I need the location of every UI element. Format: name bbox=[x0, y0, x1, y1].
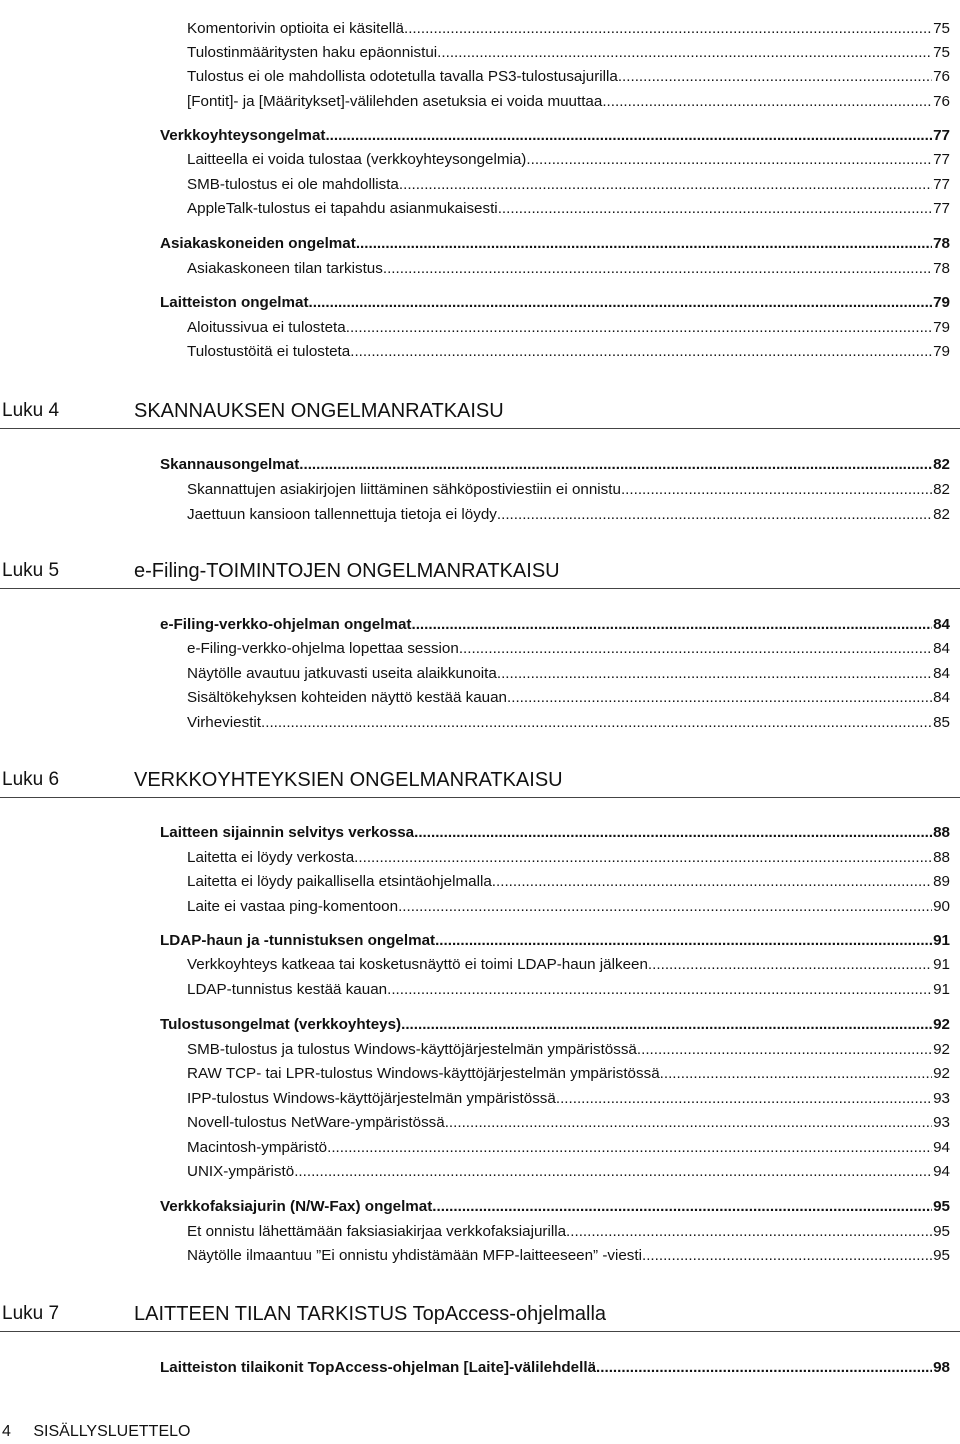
toc-subsection-entry[interactable] bbox=[187, 1138, 950, 1158]
toc-entry-page: 76 bbox=[933, 93, 950, 110]
toc-dot-leader bbox=[391, 980, 932, 1000]
toc-entry-page: 79 bbox=[933, 294, 950, 311]
toc-subsection-entry[interactable] bbox=[187, 1089, 950, 1109]
toc-entry-page: 75 bbox=[933, 44, 950, 61]
page-footer bbox=[2, 1422, 190, 1442]
toc-entry-title: Skannattujen asiakirjojen liittäminen sähköpostiviestiin ei onnistu bbox=[187, 481, 621, 498]
toc-entry-page: 77 bbox=[933, 127, 950, 144]
toc-section-entry[interactable] bbox=[160, 126, 950, 146]
toc-subsection-entry[interactable] bbox=[187, 872, 950, 892]
toc-entry-page: 84 bbox=[933, 689, 950, 706]
toc-dot-leader bbox=[346, 318, 932, 338]
toc-entry-page: 79 bbox=[933, 319, 950, 336]
toc-dot-leader bbox=[327, 1138, 932, 1158]
toc-entry-page: 88 bbox=[933, 824, 950, 841]
toc-entry-title: Laitteella ei voida tulostaa (verkkoyhteysongelmia) bbox=[187, 151, 527, 168]
toc-entry-title: Komentorivin optioita ei käsitellä bbox=[187, 20, 404, 37]
toc-dot-leader bbox=[401, 1015, 932, 1035]
toc-subsection-entry[interactable] bbox=[187, 955, 950, 975]
chapter-title[interactable]: SKANNAUKSEN ONGELMANRATKAISU bbox=[134, 400, 504, 422]
toc-entry-title: UNIX-ympäristö bbox=[187, 1163, 295, 1180]
chapter-number: Luku 7 bbox=[2, 1303, 60, 1324]
toc-section-entry[interactable] bbox=[160, 293, 950, 313]
toc-entry-page: 98 bbox=[933, 1359, 950, 1376]
toc-entry-title: Skannausongelmat bbox=[160, 456, 300, 473]
toc-entry-page: 78 bbox=[933, 260, 950, 277]
toc-entry-title: Näytölle avautuu jatkuvasti useita alaikkunoita. bbox=[187, 665, 502, 682]
toc-entry-page: 77 bbox=[933, 200, 950, 217]
chapter-title[interactable]: LAITTEEN TILAN TARKISTUS TopAccess-ohjelmalla bbox=[134, 1303, 607, 1325]
toc-entry-page: 91 bbox=[933, 956, 950, 973]
toc-subsection-entry[interactable] bbox=[187, 259, 950, 279]
toc-subsection-entry[interactable] bbox=[187, 175, 950, 195]
toc-dot-leader bbox=[660, 1064, 932, 1084]
toc-entry-title: Tulostusongelmat (verkkoyhteys) bbox=[160, 1016, 402, 1033]
toc-dot-leader bbox=[526, 150, 932, 170]
toc-entry-title: e-Filing-verkko-ohjelma lopettaa session bbox=[187, 640, 459, 657]
toc-subsection-entry[interactable] bbox=[187, 713, 950, 733]
toc-entry-page: 95 bbox=[933, 1223, 950, 1240]
chapter-heading bbox=[0, 768, 960, 808]
toc-entry-title: Laitteiston ongelmat bbox=[160, 294, 309, 311]
toc-entry-title: Laitteiston tilaikonit TopAccess-ohjelman [Laite]-välilehdellä bbox=[160, 1359, 597, 1376]
toc-entry-page: 90 bbox=[933, 898, 950, 915]
chapter-divider bbox=[0, 797, 960, 798]
toc-section-entry[interactable] bbox=[160, 234, 950, 254]
toc-dot-leader bbox=[399, 175, 932, 195]
toc-entry-page: 76 bbox=[933, 68, 950, 85]
toc-subsection-entry[interactable] bbox=[187, 664, 950, 684]
toc-subsection-entry[interactable] bbox=[187, 1113, 950, 1133]
toc-dot-leader bbox=[501, 664, 932, 684]
toc-subsection-entry[interactable] bbox=[187, 318, 950, 338]
toc-dot-leader bbox=[404, 19, 932, 39]
toc-entry-page: 89 bbox=[933, 873, 950, 890]
toc-entry-page: 77 bbox=[933, 151, 950, 168]
toc-dot-leader bbox=[652, 955, 932, 975]
toc-entry-page: 88 bbox=[933, 849, 950, 866]
chapter-heading bbox=[0, 1302, 960, 1342]
toc-entry-title: IPP-tulostus Windows-käyttöjärjestelmän ympäristössä bbox=[187, 1090, 556, 1107]
toc-subsection-entry[interactable] bbox=[187, 1246, 950, 1266]
toc-dot-leader bbox=[459, 639, 932, 659]
toc-dot-leader bbox=[492, 872, 932, 892]
toc-entry-page: 91 bbox=[933, 981, 950, 998]
toc-section-entry[interactable] bbox=[160, 1197, 950, 1217]
toc-section-entry[interactable] bbox=[160, 615, 950, 635]
toc-dot-leader bbox=[402, 897, 932, 917]
toc-section-entry[interactable] bbox=[160, 1358, 950, 1378]
toc-subsection-entry[interactable] bbox=[187, 848, 950, 868]
toc-entry-page: 78 bbox=[933, 235, 950, 252]
chapter-heading bbox=[0, 399, 960, 439]
toc-subsection-entry[interactable] bbox=[187, 342, 950, 362]
toc-entry-title: Laitteen sijainnin selvitys verkossa bbox=[160, 824, 415, 841]
chapter-number: Luku 6 bbox=[2, 769, 60, 790]
toc-entry-page: 84 bbox=[933, 640, 950, 657]
toc-entry-title: Macintosh-ympäristö bbox=[187, 1139, 328, 1156]
toc-dot-leader bbox=[356, 234, 932, 254]
toc-dot-leader bbox=[309, 293, 933, 313]
toc-subsection-entry[interactable] bbox=[187, 688, 950, 708]
toc-entry-title: Näytölle ilmaantuu ”Ei onnistu yhdistämään MFP-laitteeseen” -viesti. bbox=[187, 1247, 647, 1264]
toc-entry-title: SMB-tulostus ja tulostus Windows-käyttöjärjestelmän ympäristössä bbox=[187, 1041, 637, 1058]
toc-dot-leader bbox=[350, 342, 932, 362]
toc-entry-title: Sisältökehyksen kohteiden näyttö kestää kauan. bbox=[187, 689, 512, 706]
toc-subsection-entry[interactable] bbox=[187, 43, 950, 63]
toc-dot-leader bbox=[566, 1222, 932, 1242]
toc-section-entry[interactable] bbox=[160, 931, 950, 951]
toc-subsection-entry[interactable] bbox=[187, 480, 950, 500]
toc-entry-title: Laite ei vastaa ping-komentoon. bbox=[187, 898, 403, 915]
toc-dot-leader bbox=[411, 615, 932, 635]
toc-dot-leader bbox=[497, 505, 932, 525]
toc-entry-title: Novell-tulostus NetWare-ympäristössä bbox=[187, 1114, 445, 1131]
toc-entry-page: 93 bbox=[933, 1114, 950, 1131]
toc-entry-title: Verkkoyhteysongelmat bbox=[160, 127, 326, 144]
toc-entry-title: RAW TCP- tai LPR-tulostus Windows-käyttöjärjestelmän ympäristössä bbox=[187, 1065, 660, 1082]
toc-entry-page: 82 bbox=[933, 506, 950, 523]
toc-section-entry[interactable] bbox=[160, 823, 950, 843]
toc-entry-title: Et onnistu lähettämään faksiasiakirjaa verkkofaksiajurilla bbox=[187, 1223, 567, 1240]
toc-dot-leader bbox=[621, 480, 932, 500]
toc-entry-title: Verkkofaksiajurin (N/W-Fax) ongelmat bbox=[160, 1198, 433, 1215]
toc-dot-leader bbox=[432, 1197, 932, 1217]
toc-entry-page: 84 bbox=[933, 665, 950, 682]
toc-entry-title: SMB-tulostus ei ole mahdollista bbox=[187, 176, 399, 193]
toc-entry-page: 77 bbox=[933, 176, 950, 193]
toc-dot-leader bbox=[556, 1089, 932, 1109]
toc-subsection-entry[interactable] bbox=[187, 639, 950, 659]
toc-dot-leader bbox=[261, 713, 932, 733]
toc-entry-page: 92 bbox=[933, 1016, 950, 1033]
chapter-number: Luku 5 bbox=[2, 560, 60, 581]
toc-subsection-entry[interactable] bbox=[187, 505, 950, 525]
toc-subsection-entry[interactable] bbox=[187, 150, 950, 170]
toc-entry-page: 91 bbox=[933, 932, 950, 949]
toc-dot-leader bbox=[445, 1113, 932, 1133]
toc-entry-title: Jaettuun kansioon tallennettuja tietoja ei löydy bbox=[187, 506, 497, 523]
toc-entry-page: 94 bbox=[933, 1139, 950, 1156]
toc-dot-leader bbox=[596, 1358, 932, 1378]
toc-entry-title: Laitetta ei löydy paikallisella etsintäohjelmalla bbox=[187, 873, 492, 890]
toc-subsection-entry[interactable] bbox=[187, 1064, 950, 1084]
toc-dot-leader bbox=[299, 455, 932, 475]
toc-section-entry[interactable] bbox=[160, 455, 950, 475]
toc-entry-page: 79 bbox=[933, 343, 950, 360]
toc-entry-title: [Fontit]- ja [Määritykset]-välilehden asetuksia ei voida muuttaa. bbox=[187, 93, 607, 110]
chapter-divider bbox=[0, 428, 960, 429]
toc-dot-leader bbox=[618, 67, 932, 87]
toc-entry-title: Verkkoyhteys katkeaa tai kosketusnäyttö ei toimi LDAP-haun jälkeen. bbox=[187, 956, 653, 973]
chapter-divider bbox=[0, 588, 960, 589]
toc-subsection-entry[interactable] bbox=[187, 1040, 950, 1060]
toc-entry-page: 82 bbox=[933, 456, 950, 473]
toc-subsection-entry[interactable] bbox=[187, 1162, 950, 1182]
toc-dot-leader bbox=[294, 1162, 932, 1182]
toc-entry-page: 85 bbox=[933, 714, 950, 731]
toc-subsection-entry[interactable] bbox=[187, 980, 950, 1000]
toc-dot-leader bbox=[607, 92, 933, 112]
toc-entry-title: Tulostinmääritysten haku epäonnistui bbox=[187, 44, 438, 61]
toc-entry-title: Tulostustöitä ei tulosteta bbox=[187, 343, 351, 360]
toc-entry-page: 84 bbox=[933, 616, 950, 633]
toc-dot-leader bbox=[383, 259, 932, 279]
toc-entry-title: AppleTalk-tulostus ei tapahdu asianmukaisesti bbox=[187, 200, 498, 217]
toc-entry-page: 93 bbox=[933, 1090, 950, 1107]
toc-dot-leader bbox=[498, 199, 932, 219]
toc-entry-title: Virheviestit bbox=[187, 714, 262, 731]
toc-dot-leader bbox=[511, 688, 932, 708]
toc-entry-page: 92 bbox=[933, 1065, 950, 1082]
toc-dot-leader bbox=[437, 43, 932, 63]
toc-entry-title: Tulostus ei ole mahdollista odotetulla tavalla PS3-tulostusajurilla bbox=[187, 68, 618, 85]
toc-entry-title: Asiakaskoneiden ongelmat bbox=[160, 235, 356, 252]
toc-entry-page: 75 bbox=[933, 20, 950, 37]
toc-dot-leader bbox=[637, 1040, 932, 1060]
toc-section-entry[interactable] bbox=[160, 1015, 950, 1035]
toc-entry-title: Aloitussivua ei tulosteta bbox=[187, 319, 346, 336]
toc-entry-page: 82 bbox=[933, 481, 950, 498]
toc-entry-title: e-Filing-verkko-ohjelman ongelmat bbox=[160, 616, 412, 633]
toc-subsection-entry[interactable] bbox=[187, 19, 950, 39]
toc-subsection-entry[interactable] bbox=[187, 199, 950, 219]
toc-subsection-entry[interactable] bbox=[187, 67, 950, 87]
toc-entry-title: Laitetta ei löydy verkosta bbox=[187, 849, 355, 866]
toc-entry-page: 94 bbox=[933, 1163, 950, 1180]
toc-dot-leader bbox=[354, 848, 932, 868]
chapter-title[interactable]: e-Filing-TOIMINTOJEN ONGELMANRATKAISU bbox=[134, 560, 560, 582]
toc-entry-page: 95 bbox=[933, 1198, 950, 1215]
toc-entry-title: Asiakaskoneen tilan tarkistus bbox=[187, 260, 383, 277]
chapter-title[interactable]: VERKKOYHTEYKSIEN ONGELMANRATKAISU bbox=[134, 769, 563, 791]
toc-dot-leader bbox=[646, 1246, 932, 1266]
toc-entry-page: 92 bbox=[933, 1041, 950, 1058]
toc-dot-leader bbox=[414, 823, 932, 843]
toc-entry-page: 95 bbox=[933, 1247, 950, 1264]
chapter-divider bbox=[0, 1331, 960, 1332]
toc-entry-title: LDAP-haun ja -tunnistuksen ongelmat bbox=[160, 932, 436, 949]
footer-section-title: SISÄLLYSLUETTELO bbox=[33, 1423, 191, 1440]
chapter-heading bbox=[0, 559, 960, 599]
toc-subsection-entry[interactable] bbox=[187, 92, 950, 112]
toc-subsection-entry[interactable] bbox=[187, 1222, 950, 1242]
toc-entry-title: LDAP-tunnistus kestää kauan. bbox=[187, 981, 392, 998]
toc-subsection-entry[interactable] bbox=[187, 897, 950, 917]
footer-page-number: 4 bbox=[2, 1423, 11, 1440]
chapter-number: Luku 4 bbox=[2, 400, 60, 421]
toc-dot-leader bbox=[325, 126, 932, 146]
toc-dot-leader bbox=[435, 931, 932, 951]
